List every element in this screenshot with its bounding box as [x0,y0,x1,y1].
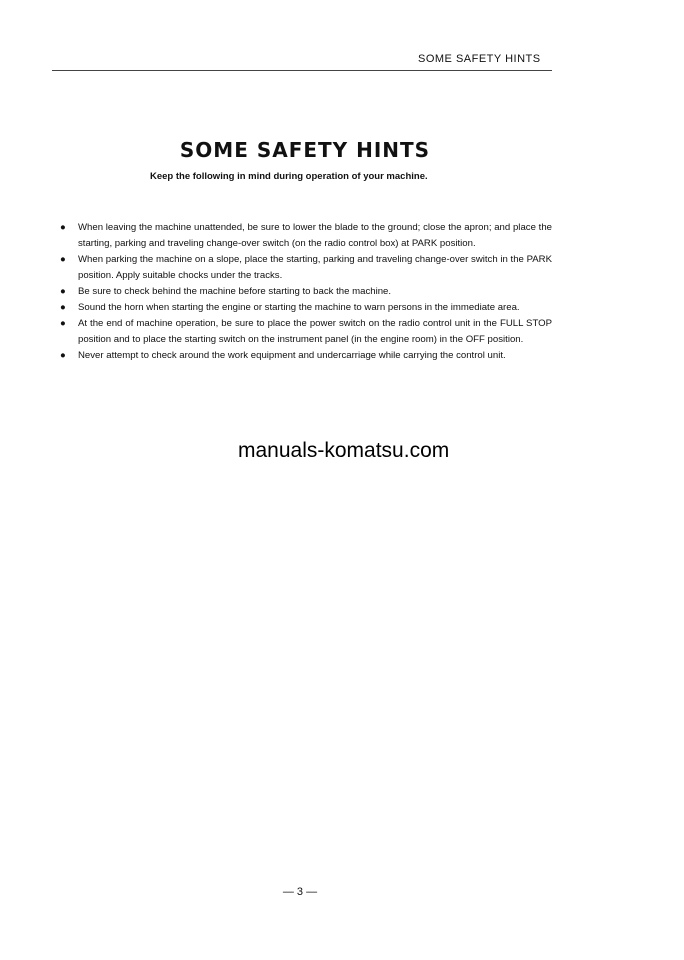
safety-hints-list [60,220,552,364]
page-number: — 3 — [282,886,318,898]
bullet-icon: ● [60,350,66,361]
bullet-icon: ● [60,222,66,233]
watermark: manuals-komatsu.com [238,439,450,462]
bullet-icon: ● [60,318,66,329]
list-item: ● Be sure to check behind the machine before starting to back the machine. [60,284,552,300]
list-item: ● When leaving the machine unattended, be sure to lower the blade to the ground; close the apron; and place the starting, parking and traveling change-over switch (on the radio control box) at PARK position. [60,222,552,249]
list-item: ● Sound the horn when starting the engine or starting the machine to warn persons in the immediate area. [60,300,552,316]
page-title: SOME SAFETY HINTS [179,138,431,162]
bullet-icon: ● [60,302,66,313]
list-item: ● When parking the machine on a slope, place the starting, parking and traveling change-over switch in the PARK position. Apply suitable chocks under the tracks. [60,254,552,281]
list-item: ● Never attempt to check around the work equipment and undercarriage while carrying the control unit. [60,348,552,364]
subtitle: Keep the following in mind during operation of your machine. [150,171,428,182]
bullet-icon: ● [60,254,66,265]
running-header: SOME SAFETY HINTS [418,53,541,65]
list-item: ● At the end of machine operation, be sure to place the power switch on the radio control unit in the FULL STOP position and to place the starting switch on the instrument panel (in the engine room) in the OFF position. [60,318,552,345]
bullet-icon: ● [60,286,66,297]
header-rule [52,70,552,71]
